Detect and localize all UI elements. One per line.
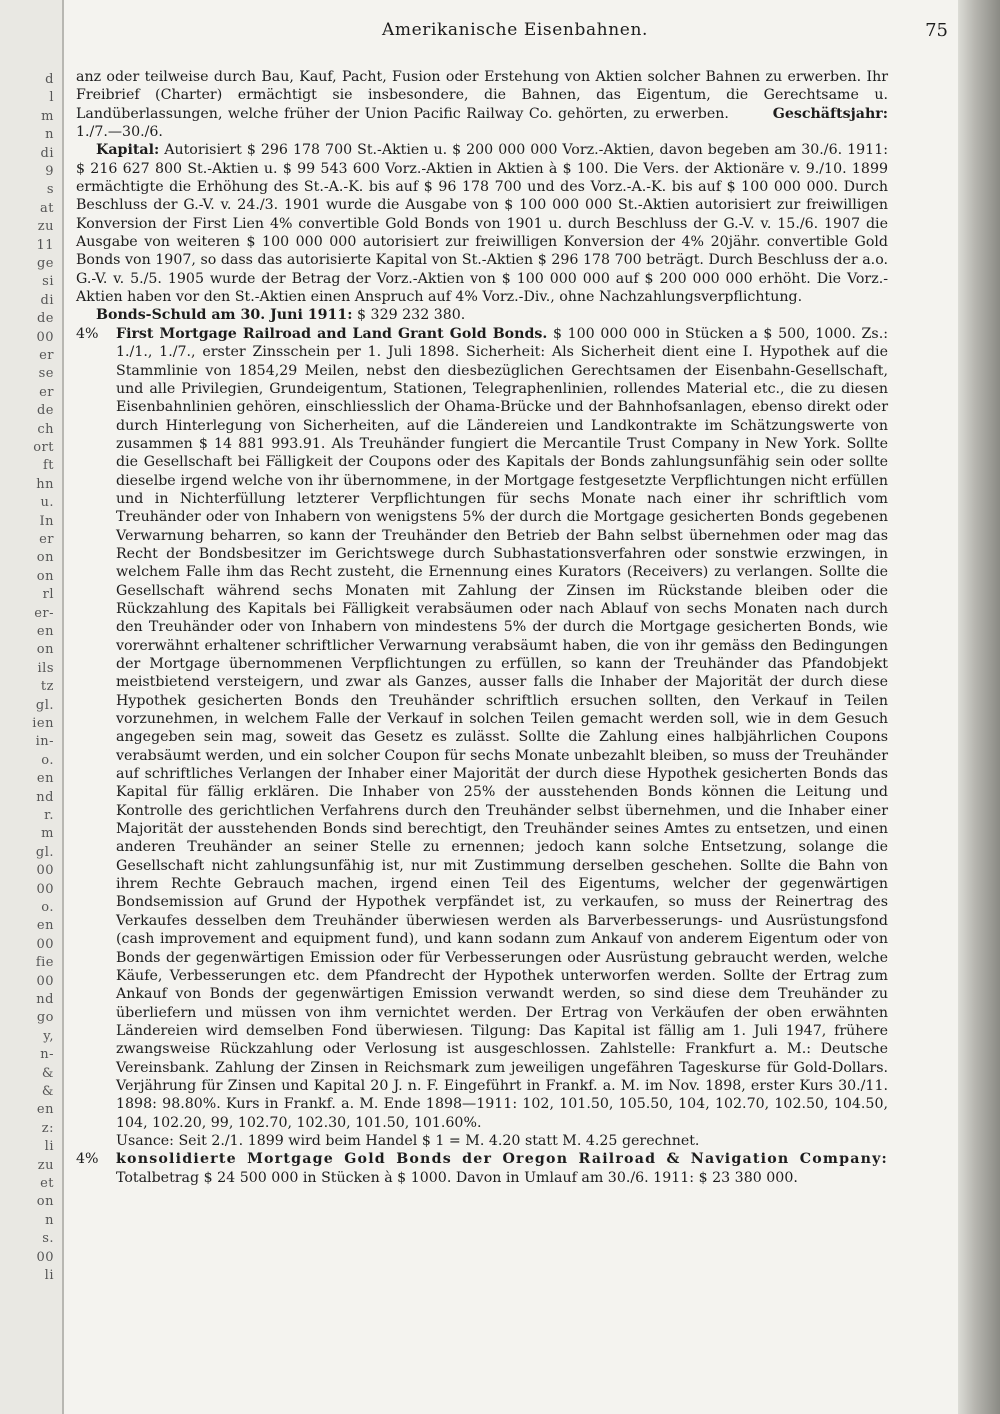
margin-fragment: 9 xyxy=(45,164,54,179)
paragraph-kapital: Kapital: Autorisiert $ 296 178 700 St.-Aktien u. $ 200 000 000 Vorz.-Aktien, davon begeben am 30./6. 1911: $ 216 627 800 St.-Aktien u. $ 99 543 600 Vorz.-Aktien in Aktien à $ 100. Die Vers. der Aktionäre v. 9./10. 1899 ermächtigte die Erhöhung des St.-A.-K. bis auf $ 96 178 700 und des Vorz.-A.-K. bis auf $ 100 000 000. Durch Beschluss der G.-V. v. 24./3. 1901 wurde die Ausgabe von $ 100 000 000 St.-Aktien autorisiert zur freiwilligen Konversion der First Lien 4% convertible Gold Bonds von 1901 u. durch Beschluss der G.-V. v. 15./6. 1907 die Ausgabe von weiteren $ 100 000 000 autorisiert zur freiwilligen Konversion der 4% 20jähr. convertible Gold Bonds von 1907, so dass das autorisierte Kapital von St.-Aktien $ 296 178 700 beträgt. Durch Beschluss der a.o. G.-V. v. 5./5. 1905 wurde der Betrag der Vorz.-Aktien von $ 100 000 000 auf $ 200 000 000 erhöht. Die Vorz.-Aktien haben vor den St.-Aktien einen Anspruch auf 4% Vorz.-Div., ohne Nachzahlungsverpflichtung. xyxy=(76,142,888,306)
margin-fragment: at xyxy=(40,200,54,216)
margin-fragment: In xyxy=(39,513,54,529)
page-number: 75 xyxy=(925,20,948,41)
margin-fragment: 00 xyxy=(36,1249,54,1265)
margin-fragment: ch xyxy=(37,421,54,437)
body-text xyxy=(76,68,888,1187)
margin-fragment: & xyxy=(41,1065,54,1081)
margin-fragment: zu xyxy=(37,219,54,235)
margin-fragment: li xyxy=(44,1268,54,1283)
margin-fragment: n xyxy=(45,1212,54,1228)
geschaeftsjahr-value: 1./7.—30./6. xyxy=(76,124,163,141)
margin-fragment: ft xyxy=(42,458,54,474)
margin-fragment: en xyxy=(36,624,54,639)
margin-fragment: 00 xyxy=(36,881,54,897)
oregon-bonds-rate: 4% xyxy=(76,1151,99,1168)
margin-fragment: d xyxy=(45,72,54,87)
margin-fragment: nd xyxy=(36,789,54,805)
margin-fragment: zu xyxy=(37,1157,54,1173)
margin-fragment: ils xyxy=(37,660,54,676)
margin-fragment: li xyxy=(44,1139,54,1155)
margin-fragment: n- xyxy=(40,1047,54,1063)
margin-fragment: o. xyxy=(41,752,54,768)
margin-fragment: si xyxy=(42,274,54,290)
margin-fragment: gl. xyxy=(35,844,54,860)
paragraph-intro: anz oder teilweise durch Bau, Kauf, Pacht, Fusion oder Erstehung von Aktien solcher Bahnen zu erwerben. Ihr Freibrief (Charter) ermächtigt sie insbesondere, die Bahnen, das Eigentum, die Gerechtsame u. Landüberlassungen, welche früher der Union Pacific Railway Co. gehörten, zu erwerben. Geschäftsjahr: 1./7.—30./6. xyxy=(76,69,888,141)
margin-fragment: en xyxy=(36,918,54,934)
margin-fragment: 00 xyxy=(36,936,54,952)
margin-fragment: on xyxy=(36,568,54,584)
margin-fragment: on xyxy=(36,550,54,566)
paragraph-first-mortgage: 4% First Mortgage Railroad and Land Grant Gold Bonds. $ 100 000 000 in Stücken a $ 500, 1000. Zs.: 1./1., 1./7., erster Zinsschein per 1. Juli 1898. Sicherheit: Als Sicherheit dient eine I. Hypothek auf die Stammlinie von 1854,29 Meilen, nebst den diesbezüglichen Gerechtsamen der Eisenbahn-Gesellschaft, und alle Privilegien, Grundeigentum, Stationen, Telegraphenlinien, rollendes Material etc., die zu diesen Eisenbahnlinien gehören, einschliesslich der Ohama-Brücke und der Bahnhofsanlagen, ebenso direkt oder durch Hinterlegung von Sicherheiten, auf die Ländereien und Landkontrakte im Schätzungswerte von zusammen $ 14 881 993.91. Als Treuhänder fungiert die Mercantile Trust Company in New York. Sollte die Gesellschaft bei Fälligkeit der Coupons oder des Kapitals der Bonds zahlungsunfähig sein oder sollte dieselbe irgend welche von ihr übernommene, in der Mortgage festgesetzte Verpflichtungen nicht erfüllen und in Nichterfüllung letzterer Verpflichtungen für sechs Monate nach einer ihr schriftlich vom Treuhänder oder von Inhabern von wenigstens 5% der durch die Mortgage gesicherten Bonds gegebenen Verwarnung beharren, so kann der Treuhänder den Betrieb der Bahn selbst übernehmen oder mag das Recht der Bondsbesitzer im Gerichtswege durch Subhastationsverfahren oder sonstwie erzwingen, in welchem Falle ihm das Recht zusteht, die Ernennung eines Kurators (Receivers) zu verlangen. Sollte die Gesellschaft während sechs Monaten mit Zahlung der Zinsen im Rückstande bleiben oder die Rückzahlung des Kapitals bei Fälligkeit verabsäumen oder nach Ablauf von sechs Monaten nach durch den Treuhänder oder von Inhabern von mindestens 5% der durch die Mortgage gesicherten Bonds, wie vorerwähnt erhaltener schriftlicher Verwarnung verabsäumt haben, die von ihr gemäss den Bedingungen der Mortgage übernommenen Verpflichtungen zu erfüllen, so kann der Treuhänder das Pfandobjekt meistbietend versteigern, und zwar als Ganzes, ausser falls die Inhaber der Majorität der durch diese Hypothek gesicherten Bonds den Treuhänder schriftlich ersuchen sollten, den Verkauf in Teilen vorzunehmen, in welchem Falle der Verkauf in solchen Teilen gemacht werden soll, wie in dem Gesuch angegeben sein mag, soweit das Gesetz es zulässt. Sollte die Zahlung eines halbjährlichen Coupons verabsäumt werden, und ein solcher Coupon für sechs Monate unbezahlt bleiben, so muss der Treuhänder auf schriftliches Verlangen der Inhaber einer Majorität der durch diese Hypothek gesicherten Bonds das Kapital für fällig erklären. Die Inhaber von 25% der ausstehenden Bonds können die Leitung und Kontrolle des gerichtlichen Verfahrens durch den Treuhänder selbst übernehmen, und die Inhaber einer Majorität der ausstehenden Bonds sind berechtigt, den Treuhänder seines Amtes zu entsetzen, und einen anderen Treuhänder an seiner Stelle zu ernennen; jedoch kann solche Entsetzung, solange die Gesellschaft nicht zahlungsunfähig ist, nur mit Zustimmung derselben geschehen. Sollte die Bahn von ihrem Rechte Gebrauch machen, irgend einen Teil des Eigentums, welcher der gegenwärtigen Bondsemission auf Grund der Hypothek verpfändet ist, zu verkaufen, so muss der Reinertrag des Verkaufes desselben dem Treuhänder überwiesen werden als Barverbesserungs- und Ausrüstungsfond (cash improvement and equipment fund), und kann sodann zum Ankauf von anderem Eigentum oder von Bonds der gegenwärtigen Emission oder für Verbesserungen oder Ausrüstung gebraucht werden, welche Käufe, Verbesserungen etc. dem Pfandrecht der Hypothek unterworfen werden. Sollte der Ertrag zum Ankauf von Bonds der gegenwärtigen Emission verwandt werden, so sind diese dem Treuhänder zu überliefern und müssen von ihm vernichtet werden. Der Ertrag von Verkäufen der oben erwähnten Ländereien wird demselben Fond überwiesen. Tilgung: Das Kapital ist fällig am 1. Juli 1947, frühere zwangsweise Rückzahlung oder Verlosung ist ausgeschlossen. Zahlstelle: Frankfurt a. M.: Deutsche Vereinsbank. Zahlung der Zinsen in Reichsmark zum jeweiligen ungefähren Tageskurse für Gold-Dollars. Verjährung für Zinsen und Kapital 20 J. n. F. Eingeführt in Frankf. a. M. im Nov. 1898, erster Kurs 30./11. 1898: 98.80%. Kurs in Frankf. a. M. Ende 1898—1911: 102, 101.50, 105.50, 104, 102.70, 102.50, 104.50, 104, 102.20, 99, 102.70, 102.30, 101.50, 101.60%. xyxy=(76,325,888,1131)
margin-fragment: se xyxy=(38,366,54,382)
margin-fragment: z: xyxy=(41,1120,54,1136)
running-head xyxy=(76,20,954,48)
margin-fragment: di xyxy=(40,292,54,308)
margin-fragment: y, xyxy=(43,1028,54,1044)
margin-fragment: 00 xyxy=(36,973,54,989)
margin-fragment: er xyxy=(39,384,54,400)
margin-fragment: rl xyxy=(42,587,54,603)
margin-fragment: en xyxy=(36,771,54,787)
first-mortgage-rate: 4% xyxy=(76,325,99,342)
margin-fragment: fie xyxy=(35,955,54,971)
margin-fragment: ien xyxy=(32,716,54,731)
margin-fragment: s xyxy=(46,182,54,198)
first-mortgage-label: First Mortgage Railroad and Land Grant Gold Bonds. xyxy=(116,325,548,342)
paragraph-bonds-schuld xyxy=(76,306,888,324)
margin-fragment: s. xyxy=(42,1231,54,1247)
margin-fragment: m xyxy=(41,826,54,842)
margin-fragment: l xyxy=(49,90,54,106)
margin-fragment: tz xyxy=(40,679,54,695)
margin-fragment: nd xyxy=(36,992,54,1007)
margin-fragment: er xyxy=(39,532,54,547)
margin-fragment: gl. xyxy=(35,697,54,713)
geschaeftsjahr-label: Geschäftsjahr: xyxy=(772,105,888,122)
margin-fragment: & xyxy=(41,1084,54,1099)
book-spine-shadow xyxy=(958,0,1000,1414)
margin-fragment: in- xyxy=(35,734,54,750)
margin-fragment: et xyxy=(40,1176,54,1191)
bonds-schuld-label: Bonds-Schuld am 30. Juni 1911: xyxy=(96,307,353,324)
margin-fragment: r. xyxy=(44,808,54,823)
margin-fragment: de xyxy=(36,403,54,419)
margin-fragment: 00 xyxy=(36,329,54,345)
margin-fragment: de xyxy=(36,311,54,327)
page-title: Amerikanische Eisenbahnen. xyxy=(381,20,648,40)
margin-fragment: o. xyxy=(41,900,54,915)
kapital-label: Kapital: xyxy=(96,142,160,159)
margin-fragment: ort xyxy=(33,440,54,455)
margin-fragment: hn xyxy=(36,476,54,492)
margin-fragment: n xyxy=(45,127,54,143)
paragraph-usance: Usance: Seit 2./1. 1899 wird beim Handel $ 1 = M. 4.20 statt M. 4.25 gerechnet. xyxy=(116,1132,700,1149)
paragraph-oregon-bonds: 4% konsolidierte Mortgage Gold Bonds der Oregon Railroad & Navigation Company: Totalbetrag $ 24 500 000 in Stücken à $ 1000. Davon in Umlauf am 30./6. 1911: $ 23 380 000. xyxy=(76,1151,888,1186)
margin-fragment: on xyxy=(36,1194,54,1210)
adjacent-page-edge xyxy=(0,0,64,1414)
margin-fragment: di xyxy=(40,145,54,161)
margin-fragment: on xyxy=(36,642,54,658)
margin-fragment: er- xyxy=(34,605,54,621)
document-page xyxy=(76,0,954,1414)
margin-fragment: er xyxy=(39,348,54,363)
margin-fragment: en xyxy=(36,1102,54,1118)
margin-fragment: u. xyxy=(40,495,54,511)
margin-fragment: 11 xyxy=(36,237,54,253)
margin-fragment: 00 xyxy=(36,863,54,879)
oregon-bonds-label: konsolidierte Mortgage Gold Bonds der Oregon Railroad & Navigation Company: xyxy=(116,1151,888,1168)
margin-fragment: ge xyxy=(36,256,54,271)
bonds-schuld-value: $ 329 232 380. xyxy=(352,307,466,324)
margin-fragment: go xyxy=(36,1010,54,1026)
margin-fragment: m xyxy=(41,108,54,124)
